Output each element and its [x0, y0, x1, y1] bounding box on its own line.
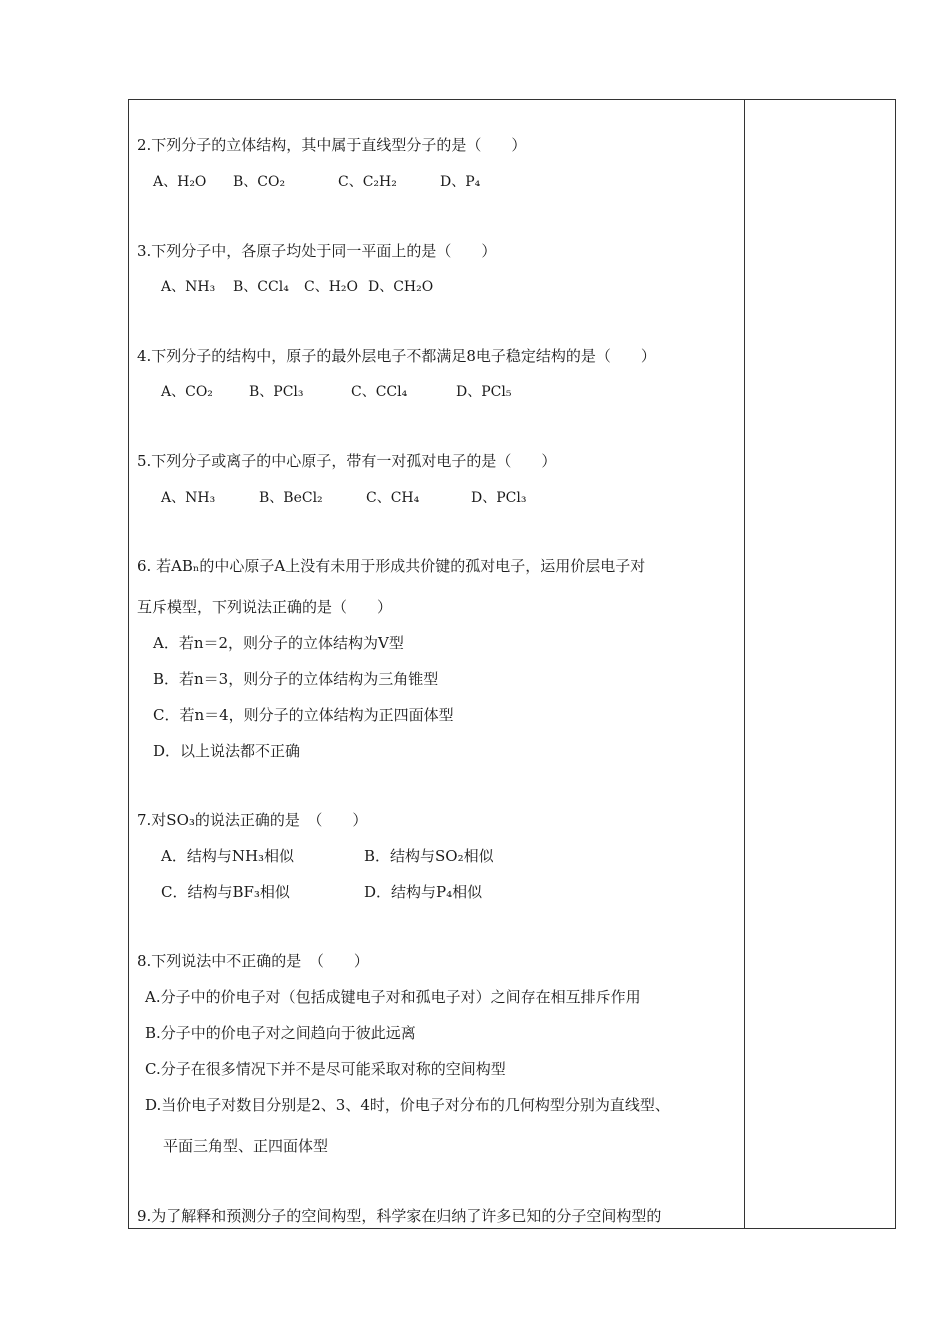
question-5-option-a: A、NH₃	[161, 490, 216, 506]
question-3-option-a: A、NH₃	[161, 279, 216, 295]
question-2-option-b: B、CO₂	[233, 174, 286, 190]
question-8-option-d-line-2: 平面三角型、正四面体型	[163, 1137, 329, 1155]
question-5-option-b: B、BeCl₂	[259, 490, 323, 506]
column-divider	[744, 99, 745, 1229]
question-6-option-a: A．若n＝2，则分子的立体结构为V型	[153, 634, 404, 652]
question-3-option-c: C、H₂O	[304, 279, 359, 295]
question-7-option-a: A．结构与NH₃相似	[161, 847, 295, 865]
question-6-option-d: D．以上说法都不正确	[153, 742, 301, 760]
question-7-stem: 7.对SO₃的说法正确的是 （ ）	[137, 811, 368, 829]
question-4-option-a: A、CO₂	[161, 384, 213, 400]
question-6-option-c: C．若n＝4，则分子的立体结构为正四面体型	[153, 706, 454, 724]
question-4-option-d: D、PCl₅	[456, 384, 512, 400]
question-8-option-b: B.分子中的价电子对之间趋向于彼此远离	[145, 1024, 416, 1042]
question-2-option-d: D、P₄	[440, 174, 481, 190]
question-3-option-d: D、CH₂O	[368, 279, 434, 295]
question-7-option-c: C．结构与BF₃相似	[161, 883, 290, 901]
question-5-option-c: C、CH₄	[366, 490, 420, 506]
question-7-option-b: B．结构与SO₂相似	[364, 847, 494, 865]
question-2-option-c: C、C₂H₂	[338, 174, 397, 190]
question-5-stem: 5.下列分子或离子的中心原子，带有一对孤对电子的是（ ）	[137, 452, 557, 470]
question-4-option-c: C、CCl₄	[351, 384, 408, 400]
question-8-option-a: A.分子中的价电子对（包括成键电子对和孤电子对）之间存在相互排斥作用	[145, 988, 641, 1006]
question-2-option-a: A、H₂O	[153, 174, 207, 190]
question-4-stem: 4.下列分子的结构中，原子的最外层电子不都满足8电子稳定结构的是（ ）	[137, 347, 656, 365]
question-5-option-d: D、PCl₃	[471, 490, 527, 506]
question-6-stem-line-1: 6. 若ABₙ的中心原子A上没有未用于形成共价键的孤对电子，运用价层电子对	[137, 557, 646, 575]
question-8-option-d-line-1: D.当价电子对数目分别是2、3、4时，价电子对分布的几何构型分别为直线型、	[145, 1096, 670, 1114]
question-7-option-d: D．结构与P₄相似	[364, 883, 483, 901]
question-3-stem: 3.下列分子中，各原子均处于同一平面上的是（ ）	[137, 242, 497, 260]
question-8-option-c: C.分子在很多情况下并不是尽可能采取对称的空间构型	[145, 1060, 506, 1078]
question-2-stem: 2.下列分子的立体结构，其中属于直线型分子的是（ ）	[137, 136, 527, 154]
question-9-stem: 9.为了解释和预测分子的空间构型，科学家在归纳了许多已知的分子空间构型的	[137, 1207, 662, 1225]
question-3-option-b: B、CCl₄	[233, 279, 289, 295]
question-6-stem-line-2: 互斥模型，下列说法正确的是（ ）	[137, 598, 393, 616]
question-4-option-b: B、PCl₃	[249, 384, 304, 400]
question-6-option-b: B．若n＝3，则分子的立体结构为三角锥型	[153, 670, 439, 688]
question-8-stem: 8.下列说法中不正确的是 （ ）	[137, 952, 369, 970]
